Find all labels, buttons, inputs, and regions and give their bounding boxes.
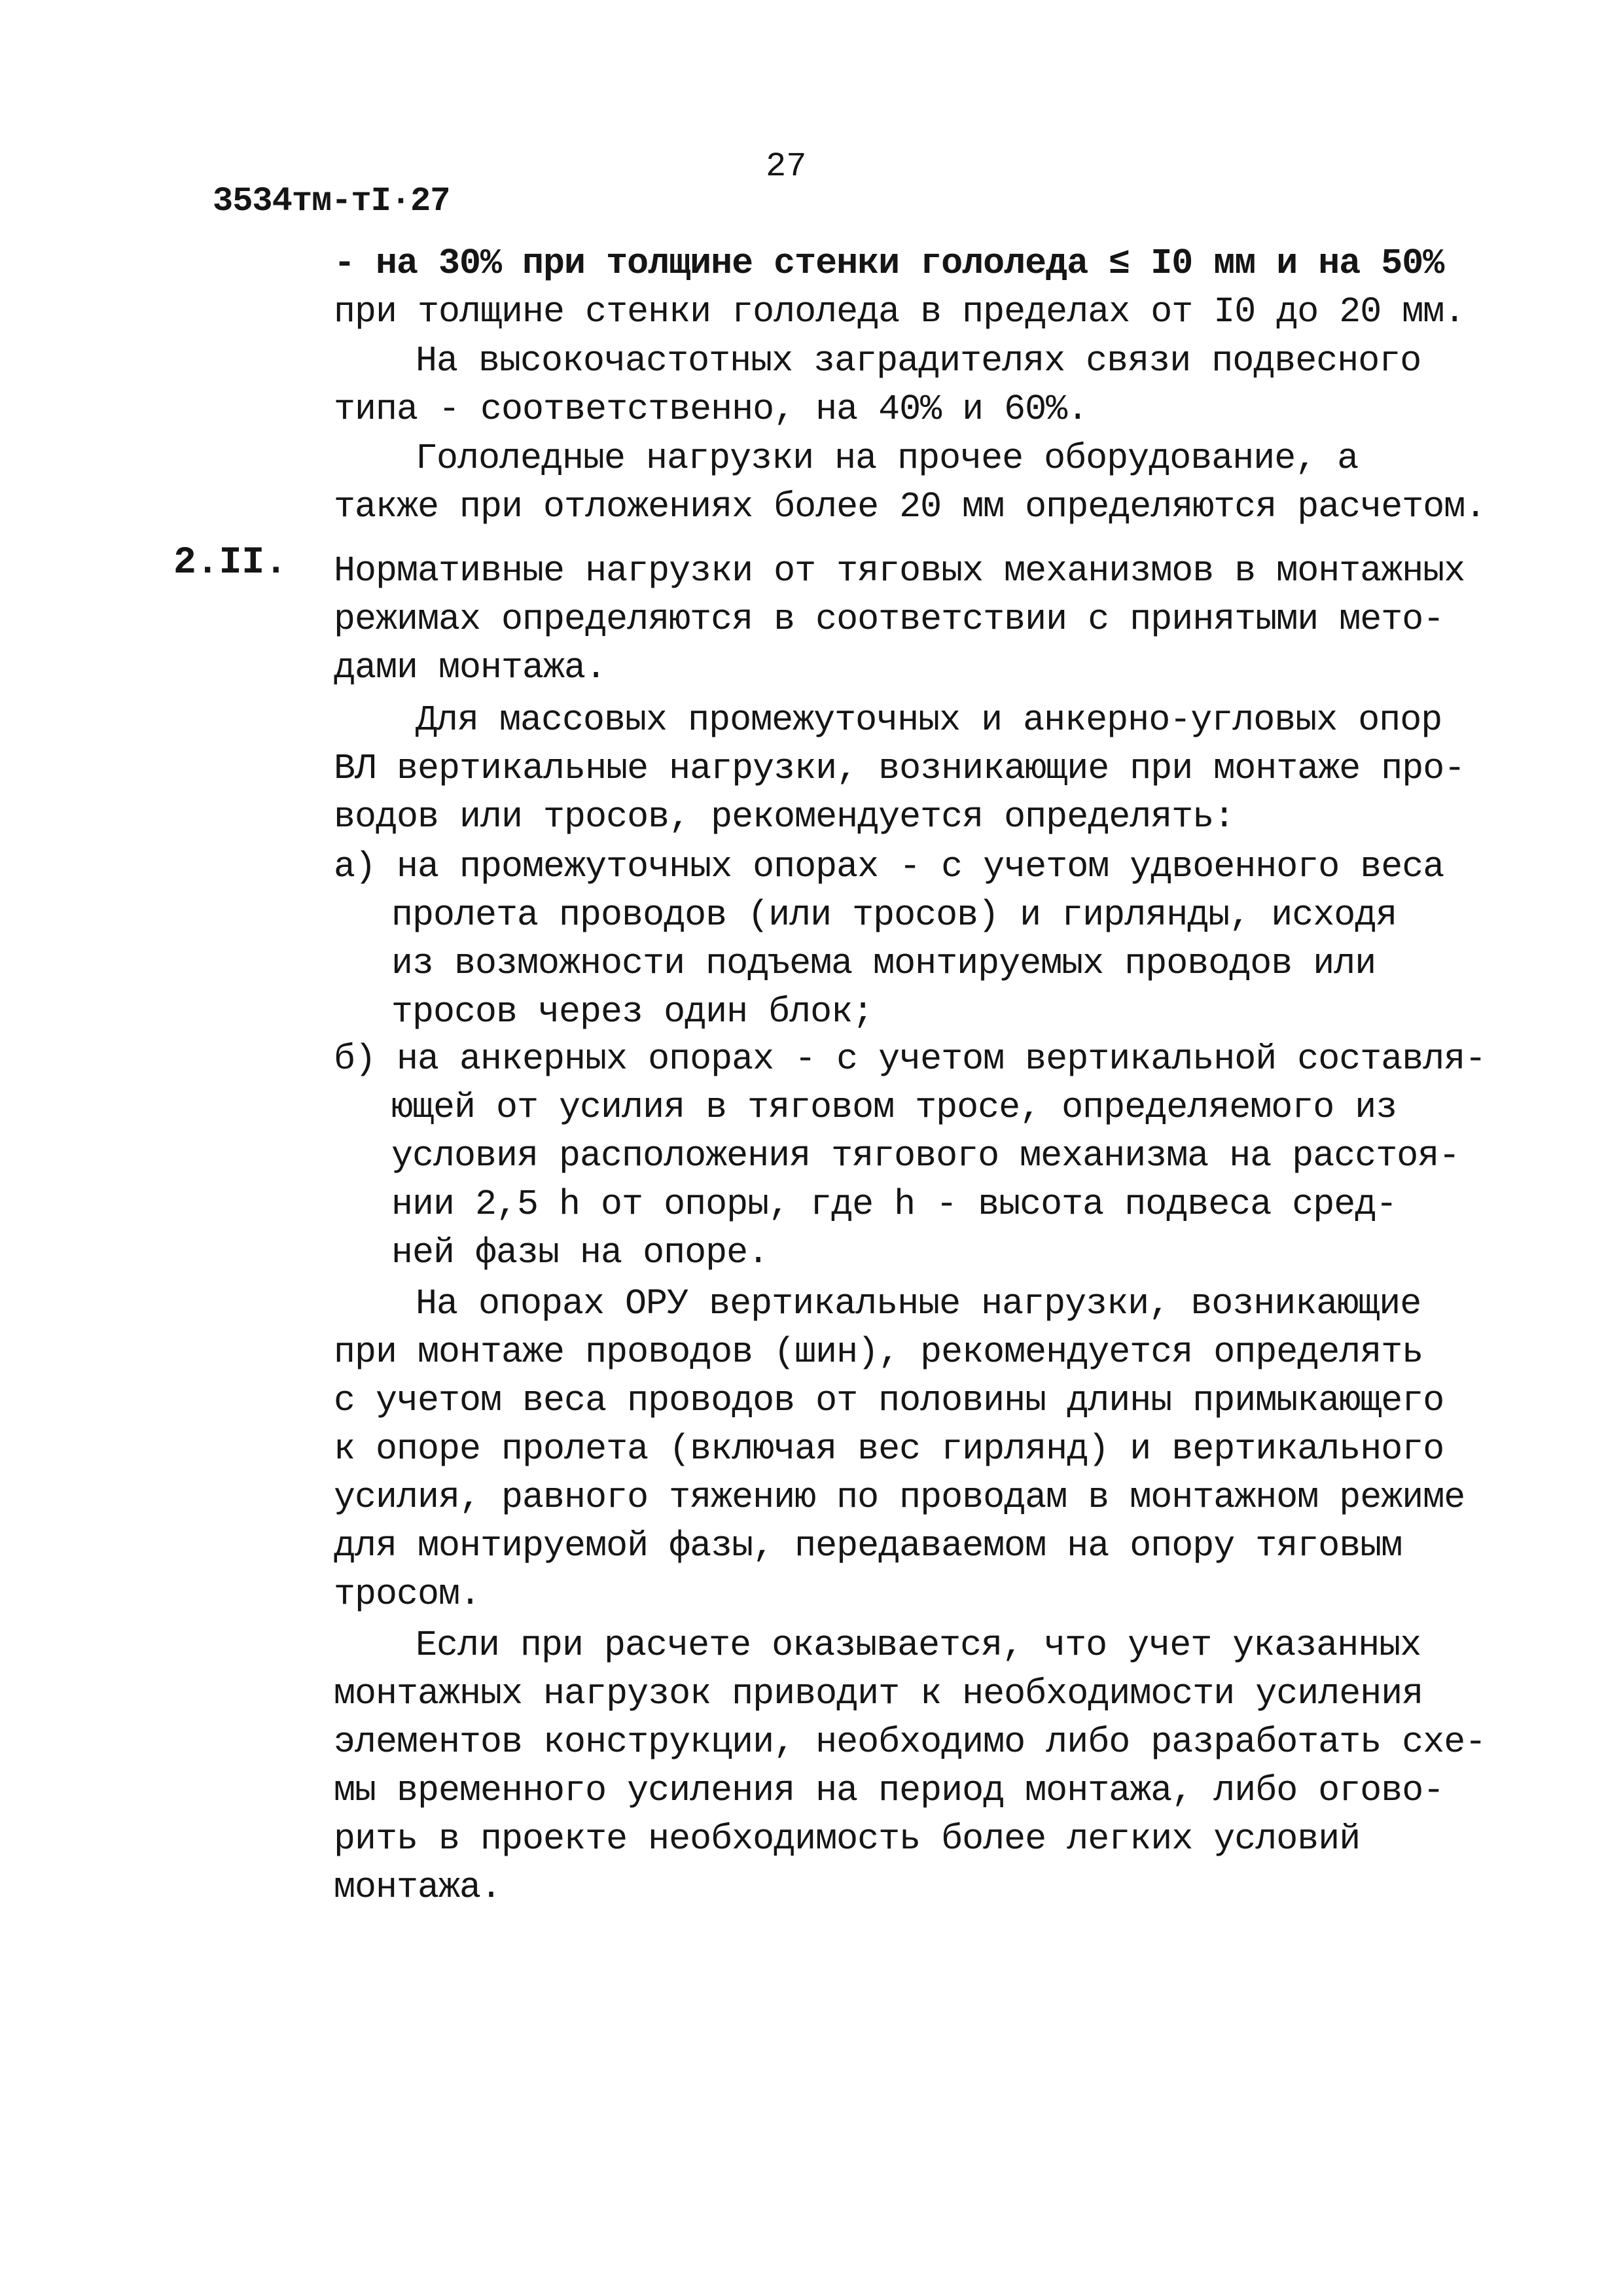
section-number: 2.II. xyxy=(173,542,288,584)
text-line: при толщине стенки гололеда в пределах от I0 до 20 мм. xyxy=(334,291,1465,332)
document-code: 3534тм-тI·27 xyxy=(213,182,450,221)
text-line: мы временного усиления на период монтажа, либо огово- xyxy=(334,1770,1444,1811)
page-number: 27 xyxy=(766,147,807,186)
text-line: также при отложениях более 20 мм определяются расчетом. xyxy=(334,486,1486,527)
text-line: тросов через один блок; xyxy=(391,991,874,1033)
text-line: режимах определяются в соответствии с принятыми мето- xyxy=(334,599,1444,640)
text-line: - на 30% при толщине стенки гололеда ≤ I0 мм и на 50% xyxy=(334,243,1444,284)
text-line: На опорах ОРУ вертикальные нагрузки, возникающие xyxy=(416,1283,1421,1324)
text-line: На высокочастотных заградителях связи подвесного xyxy=(416,340,1421,381)
text-line: Нормативные нагрузки от тяговых механизмов в монтажных xyxy=(334,550,1465,592)
text-line: для монтируемой фазы, передаваемом на опору тяговым xyxy=(334,1525,1402,1566)
text-line: рить в проекте необходимость более легких условий xyxy=(334,1818,1361,1860)
text-line: усилия, равного тяжению по проводам в монтажном режиме xyxy=(334,1477,1465,1518)
list-item-a: а) на промежуточных опорах - с учетом удвоенного веса xyxy=(334,846,1444,887)
text-line: ней фазы на опоре. xyxy=(391,1232,769,1273)
text-line: нии 2,5 h от опоры, где h - высота подвеса сред- xyxy=(391,1184,1397,1225)
text-line: условия расположения тягового механизма на расстоя- xyxy=(391,1135,1460,1176)
text-line: Гололедные нагрузки на прочее оборудование, а xyxy=(416,438,1359,479)
text-line: элементов конструкции, необходимо либо разработать схе- xyxy=(334,1722,1486,1763)
text-line: Для массовых промежуточных и анкерно-угловых опор xyxy=(416,699,1442,741)
text-line: монтажа. xyxy=(334,1867,502,1908)
text-line: монтажных нагрузок приводит к необходимости усиления xyxy=(334,1673,1423,1714)
text-line: дами монтажа. xyxy=(334,647,607,688)
text-line: тросом. xyxy=(334,1574,481,1615)
text-line: из возможности подъема монтируемых проводов или xyxy=(391,943,1376,984)
text-line: пролета проводов (или тросов) и гирлянды, исходя xyxy=(391,894,1397,936)
text-line: типа - соответственно, на 40% и 60%. xyxy=(334,389,1088,430)
text-line: к опоре пролета (включая вес гирлянд) и вертикального xyxy=(334,1428,1444,1470)
text-line: ющей от усилия в тяговом тросе, определяемого из xyxy=(391,1087,1397,1128)
list-item-b: б) на анкерных опорах - с учетом вертикальной составля- xyxy=(334,1038,1486,1080)
text-line: при монтаже проводов (шин), рекомендуется определять xyxy=(334,1332,1423,1373)
text-line: ВЛ вертикальные нагрузки, возникающие при монтаже про- xyxy=(334,748,1465,789)
text-line: водов или тросов, рекомендуется определять: xyxy=(334,796,1235,838)
text-line: Если при расчете оказывается, что учет указанных xyxy=(416,1625,1421,1666)
text-line: с учетом веса проводов от половины длины примыкающего xyxy=(334,1380,1444,1421)
